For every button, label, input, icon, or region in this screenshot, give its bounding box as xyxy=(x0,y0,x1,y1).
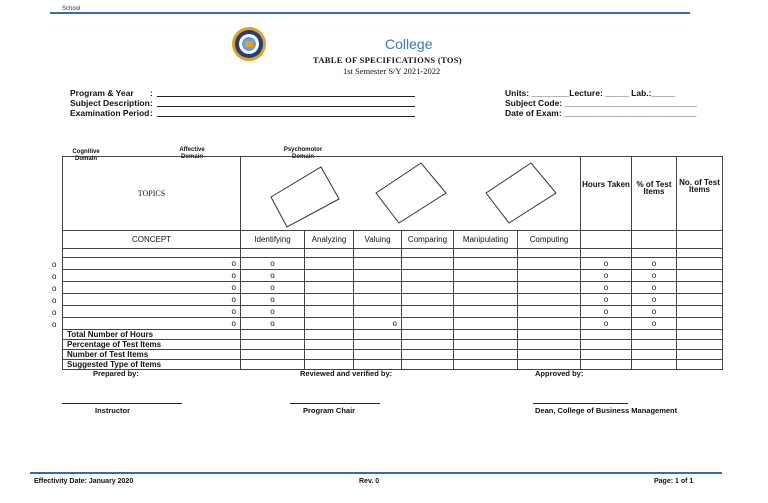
pct-cell[interactable]: o xyxy=(632,258,677,270)
college-name: College xyxy=(385,36,433,52)
concept-header: CONCEPT xyxy=(63,231,241,249)
col-analyzing: Analyzing xyxy=(305,231,354,249)
row-bullet: o xyxy=(52,272,57,281)
table-row xyxy=(63,294,723,306)
pct-test-items-header: % of Test Items xyxy=(632,157,677,231)
cognitive-domain-label: Cognitive Domain xyxy=(72,149,100,162)
identifying-cell[interactable]: o xyxy=(241,294,305,306)
topic-cell[interactable]: o xyxy=(63,282,241,294)
topics-header: TOPICS xyxy=(63,157,241,231)
hours-cell[interactable]: o xyxy=(581,318,632,330)
approved-by-label: Approved by: xyxy=(535,369,584,378)
effectivity-date: Effectivity Date: January 2020 xyxy=(34,478,134,485)
pct-cell[interactable]: o xyxy=(632,282,677,294)
subject-code-field[interactable]: Subject Code: ____________________________ xyxy=(505,98,697,108)
table-row xyxy=(63,270,723,282)
hours-cell[interactable]: o xyxy=(581,270,632,282)
pct-cell[interactable]: o xyxy=(632,306,677,318)
col-manipulating: Manipulating xyxy=(454,231,518,249)
col-identifying: Identifying xyxy=(241,231,305,249)
pct-cell[interactable]: o xyxy=(632,318,677,330)
table-row xyxy=(63,330,723,340)
hours-cell[interactable]: o xyxy=(581,306,632,318)
hours-cell[interactable]: o xyxy=(581,258,632,270)
identifying-cell[interactable]: o xyxy=(241,318,305,330)
row-bullet: o xyxy=(52,260,57,269)
hours-taken-header: Hours Taken xyxy=(581,157,632,231)
revision-number: Rev. 0 xyxy=(359,478,380,485)
program-year-field[interactable] xyxy=(157,96,415,97)
colon: : xyxy=(150,98,153,108)
topic-cell[interactable]: o xyxy=(63,306,241,318)
page-title: TABLE OF SPECIFICATIONS (TOS) xyxy=(313,55,462,65)
topic-cell[interactable]: o xyxy=(63,270,241,282)
col-computing: Computing xyxy=(518,231,581,249)
table-row xyxy=(63,258,723,270)
instructor-label: Instructor xyxy=(95,406,131,415)
dean-signature-line[interactable] xyxy=(533,403,628,404)
colon: : xyxy=(150,88,153,98)
program-chair-signature-line[interactable] xyxy=(290,403,380,404)
row-bullet: o xyxy=(52,296,57,305)
header-rule xyxy=(50,12,690,14)
hours-cell[interactable]: o xyxy=(581,294,632,306)
total-hours-label: Total Number of Hours xyxy=(63,330,241,340)
table-row xyxy=(63,340,723,350)
pct-cell[interactable]: o xyxy=(632,294,677,306)
table-row xyxy=(63,282,723,294)
identifying-cell[interactable]: o xyxy=(241,306,305,318)
valuing-cell[interactable]: o xyxy=(354,318,402,330)
topic-cell[interactable]: o xyxy=(63,258,241,270)
semester-label: 1st Semester S/Y 2021-2022 xyxy=(343,66,441,76)
topic-cell[interactable]: o xyxy=(63,318,241,330)
table-row xyxy=(63,360,723,370)
program-year-label: Program & Year xyxy=(70,88,134,98)
subject-description-field[interactable] xyxy=(157,106,415,107)
school-label: School xyxy=(62,6,81,12)
table-row xyxy=(63,350,723,360)
table-row xyxy=(63,318,723,330)
instructor-signature-line[interactable] xyxy=(62,403,182,404)
page-number: Page: 1 of 1 xyxy=(654,478,694,485)
dean-label: Dean, College of Business Management xyxy=(535,406,678,415)
prepared-by-label: Prepared by: xyxy=(93,369,139,378)
date-of-exam-field[interactable]: Date of Exam: ____________________________ xyxy=(505,108,697,118)
table-row xyxy=(63,306,723,318)
program-chair-label: Program Chair xyxy=(303,406,356,415)
identifying-cell[interactable]: o xyxy=(241,270,305,282)
identifying-cell[interactable]: o xyxy=(241,258,305,270)
domain-diamond-shapes xyxy=(241,157,581,229)
number-items-label: Number of Test Items xyxy=(63,350,241,360)
tos-table xyxy=(62,156,723,370)
examination-period-field[interactable] xyxy=(157,116,415,117)
percentage-items-label: Percentage of Test Items xyxy=(63,340,241,350)
college-seal-logo xyxy=(231,26,267,62)
no-test-items-header: No. of Test Items xyxy=(677,157,723,231)
col-comparing: Comparing xyxy=(402,231,454,249)
row-bullet: o xyxy=(52,308,57,317)
subject-description-label: Subject Description xyxy=(70,98,150,108)
col-valuing: Valuing xyxy=(354,231,402,249)
suggested-type-label: Suggested Type of Items xyxy=(63,360,241,370)
row-bullet: o xyxy=(52,320,57,329)
psychomotor-domain-label: Psychomotor Domain xyxy=(283,147,323,160)
pct-cell[interactable]: o xyxy=(632,270,677,282)
hours-cell[interactable]: o xyxy=(581,282,632,294)
domain-diagram-cell xyxy=(241,157,581,231)
identifying-cell[interactable]: o xyxy=(241,282,305,294)
reviewed-by-label: Reviewed and verified by: xyxy=(300,369,393,378)
examination-period-label: Examination Period xyxy=(70,108,150,118)
topic-cell[interactable]: o xyxy=(63,294,241,306)
footer-rule xyxy=(30,472,722,474)
row-bullet: o xyxy=(52,284,57,293)
colon: : xyxy=(150,108,153,118)
units-field[interactable]: Units: ________Lecture: _____ Lab.:_____ xyxy=(505,88,676,98)
affective-domain-label: Affective Domain xyxy=(179,147,205,160)
